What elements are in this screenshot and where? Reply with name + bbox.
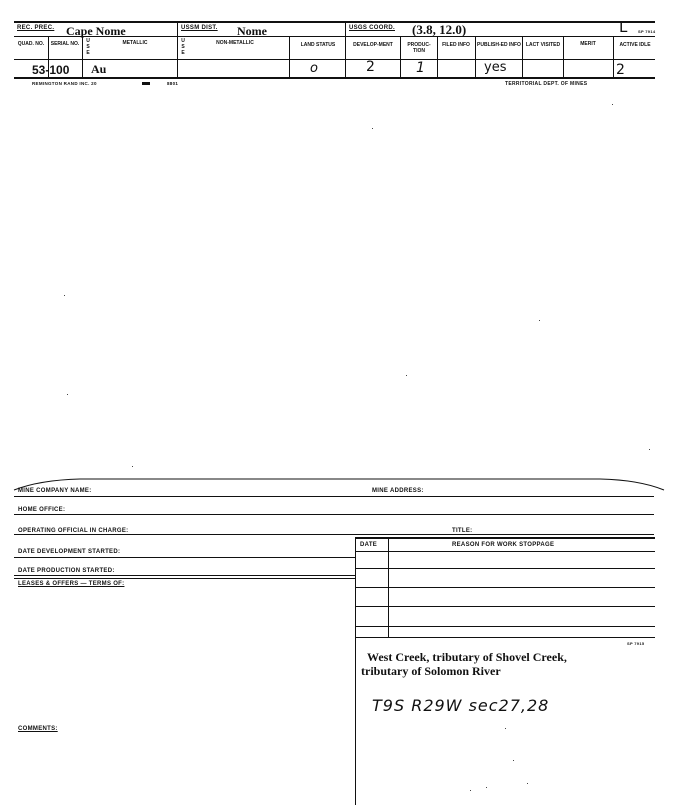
record-metallic: Au (91, 62, 107, 76)
record-production: 1 (416, 60, 425, 76)
reason-col-label: REASON FOR WORK STOPPAGE (452, 542, 555, 548)
col-divider-active (613, 36, 614, 77)
col-divider-prod (400, 36, 401, 77)
col-serial-label: SERIAL NO. (50, 41, 80, 47)
header-bottom-rule (14, 77, 655, 79)
title-label: TITLE: (452, 528, 473, 534)
rec-prec-label: REC. PREC. (17, 25, 55, 31)
col-development-label: DEVELOP-MENT (353, 42, 393, 48)
record-development: 2 (366, 59, 375, 75)
printer-text: REMINGTON RAND INC. 20 (32, 81, 97, 86)
rec-prec-value: Cape Nome (66, 24, 126, 38)
speck (486, 787, 487, 788)
typed-note-line-2: tributary of Solomon River (361, 664, 501, 678)
operating-official-label: OPERATING OFFICIAL IN CHARGE: (18, 528, 129, 534)
col-divider-pub (475, 36, 476, 77)
leases-label: LEASES & OFFERS — TERMS OF: (18, 581, 125, 587)
stoppage-row-4 (355, 606, 655, 607)
col-quad-label: QUAD. NO. (17, 41, 45, 47)
mine-company-rule (14, 496, 654, 497)
speck (505, 728, 506, 729)
typed-note-line-1: West Creek, tributary of Shovel Creek, (367, 650, 567, 664)
speck (67, 394, 68, 395)
col-divider-filed (437, 36, 438, 77)
col-active-idle-label: ACTIVE IDLE (619, 42, 651, 48)
stoppage-left-border (355, 537, 356, 805)
col-merit-label: MERIT (580, 41, 596, 47)
note-top-rule (355, 637, 655, 638)
speck (527, 783, 528, 784)
operating-official-rule (14, 534, 654, 535)
printer-mark (142, 82, 150, 85)
col-production-label: PRODUC-TION (407, 42, 431, 54)
speck (372, 128, 373, 129)
speck (132, 466, 133, 467)
date-col-label: DATE (360, 542, 378, 548)
date-dev-rule (14, 557, 355, 558)
stoppage-row-2 (355, 568, 655, 569)
curved-top-rule (0, 476, 678, 494)
header-top-rule (14, 21, 655, 23)
speck (539, 320, 540, 321)
form-code-2: SP 7915 (627, 641, 645, 646)
record-active-idle: 2 (616, 62, 625, 78)
usgs-coord-label: USGS COORD. (349, 25, 395, 31)
handwritten-location: T9S R29W sec27,28 (372, 696, 550, 715)
comments-label: COMMENTS: (18, 726, 58, 732)
printer-code: 8801 (167, 81, 179, 86)
stoppage-row-3 (355, 587, 655, 588)
col-published-label: PUBLISH-ED INFO (477, 42, 521, 48)
header-divider-2 (345, 21, 346, 78)
speck (649, 449, 650, 450)
col-use-1-label: U S E (86, 38, 90, 56)
form-code: SP 7914 (638, 29, 656, 34)
speck (612, 104, 613, 105)
corner-mark: L (619, 18, 628, 36)
record-quad-serial: 53-100 (32, 63, 70, 77)
stoppage-row-1 (355, 551, 655, 552)
date-dev-started-label: DATE DEVELOPMENT STARTED: (18, 549, 121, 555)
speck (513, 760, 514, 761)
ussm-dist-label: USSM DIST. (181, 25, 218, 31)
col-divider-merit (563, 36, 564, 77)
col-divider-quad (82, 36, 83, 77)
col-divider-last (522, 36, 523, 77)
col-non-metallic-label: NON-METALLIC (216, 40, 254, 46)
home-office-label: HOME OFFICE: (18, 507, 66, 513)
stoppage-row-5 (355, 626, 655, 627)
stoppage-header-rule (355, 537, 655, 539)
record-land-status: o (310, 61, 318, 76)
leases-rule (14, 578, 355, 579)
usgs-coord-value: (3.8, 12.0) (412, 22, 467, 37)
department-text: TERRITORIAL DEPT. OF MINES (505, 81, 588, 87)
speck (406, 375, 407, 376)
col-metallic-label: METALLIC (122, 40, 148, 46)
col-last-visited-label: LACT VISITED (525, 42, 561, 48)
col-use-2-label: U S E (181, 38, 185, 56)
col-divider-land (289, 36, 290, 77)
col-land-status-label: LAND STATUS (300, 42, 336, 48)
ussm-dist-value: Nome (237, 24, 267, 38)
speck (470, 790, 471, 791)
speck (64, 295, 65, 296)
mine-address-label: MINE ADDRESS: (372, 488, 424, 494)
header-row-rule (14, 59, 655, 60)
header-divider-1 (177, 21, 178, 78)
mine-company-name-label: MINE COMPANY NAME: (18, 488, 92, 494)
record-published-info: yes (484, 60, 507, 75)
date-prod-started-label: DATE PRODUCTION STARTED: (18, 568, 115, 574)
col-filed-info-label: FILED INFO (442, 42, 470, 48)
home-office-rule (14, 514, 654, 515)
date-prod-rule (14, 575, 355, 576)
